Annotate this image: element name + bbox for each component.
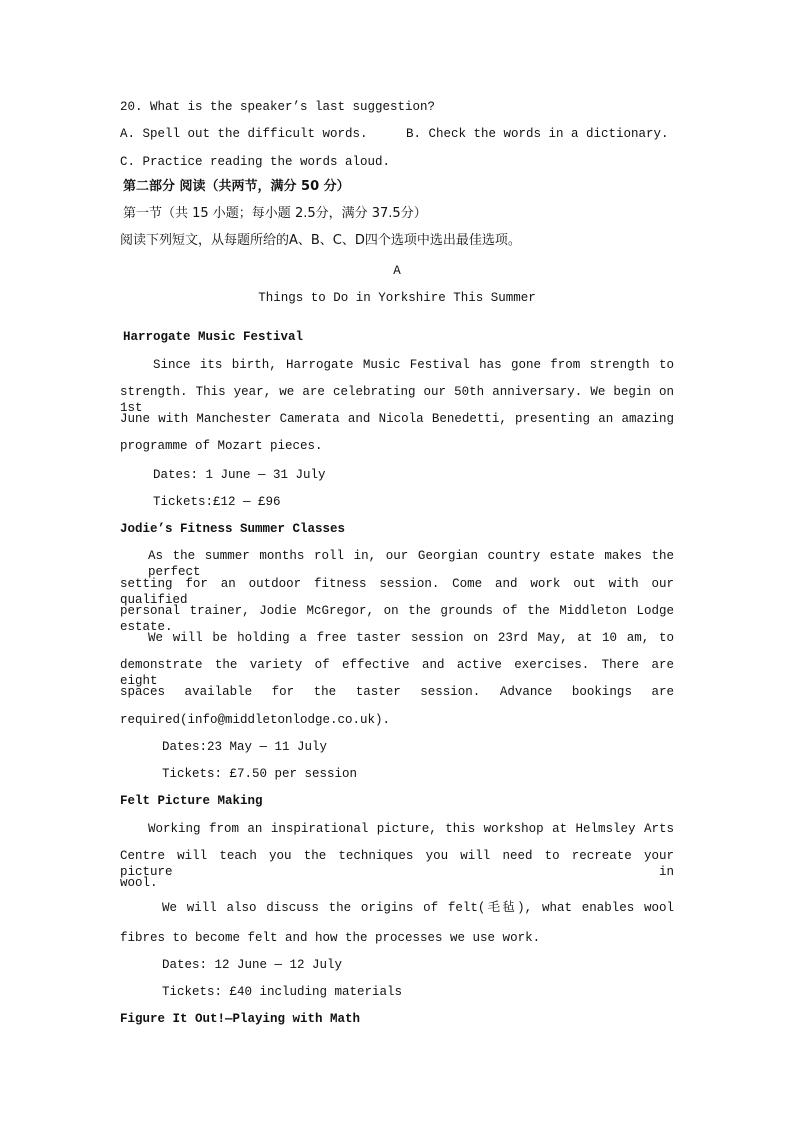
option-b: B. Check the words in a dictionary. bbox=[406, 127, 669, 141]
event-dates: Dates:23 May — 11 July bbox=[162, 740, 328, 754]
paragraph-line: required(info@middletonlodge.co.uk). bbox=[120, 713, 391, 727]
passage-label: A bbox=[393, 264, 401, 278]
paragraph-line: demonstrate the variety of effective and active exercises. There are eight bbox=[120, 658, 674, 688]
section1-heading: 第一节（共 15 小题；每小题 2.5分，满分 37.5分） bbox=[123, 206, 427, 221]
paragraph-line: strength. This year, we are celebrating our 50th anniversary. We begin on 1st bbox=[120, 385, 674, 415]
paragraph-line: We will be holding a free taster session on 23rd May, at 10 am, to bbox=[148, 631, 674, 645]
event-title: Felt Picture Making bbox=[120, 794, 263, 808]
event-tickets: Tickets: £40 including materials bbox=[162, 985, 403, 999]
question-20: 20. What is the speaker’s last suggestion? bbox=[120, 100, 436, 114]
option-a: A. Spell out the difficult words. bbox=[120, 127, 368, 141]
event-title: Harrogate Music Festival bbox=[123, 330, 304, 344]
event-title: Figure It Out!—Playing with Math bbox=[120, 1012, 361, 1026]
event-dates: Dates: 1 June — 31 July bbox=[153, 468, 326, 482]
paragraph-line: Centre will teach you the techniques you will need to recreate your picture in bbox=[120, 849, 674, 879]
paragraph-line: setting for an outdoor fitness session. Come and work out with our qualified bbox=[120, 577, 674, 607]
event-dates: Dates: 12 June — 12 July bbox=[162, 958, 343, 972]
event-title: Jodie’s Fitness Summer Classes bbox=[120, 522, 346, 536]
paragraph-line: Working from an inspirational picture, this workshop at Helmsley Arts bbox=[148, 822, 674, 836]
option-c: C. Practice reading the words aloud. bbox=[120, 155, 391, 169]
paragraph-line: June with Manchester Camerata and Nicola Benedetti, presenting an amazing bbox=[120, 412, 674, 426]
event-tickets: Tickets:£12 — £96 bbox=[153, 495, 281, 509]
reading-instruction: 阅读下列短文，从每题所给的A、B、C、D四个选项中选出最佳选项。 bbox=[120, 233, 521, 248]
event-tickets: Tickets: £7.50 per session bbox=[162, 767, 358, 781]
part2-heading: 第二部分 阅读（共两节，满分 50 分） bbox=[123, 179, 350, 194]
paragraph-line: spaces available for the taster session. Advance bookings are bbox=[120, 685, 674, 699]
paragraph-line: personal trainer, Jodie McGregor, on the grounds of the Middleton Lodge estate. bbox=[120, 604, 674, 634]
paragraph-line: wool. bbox=[120, 876, 158, 890]
passage-title: Things to Do in Yorkshire This Summer bbox=[258, 291, 536, 305]
paragraph-line: fibres to become felt and how the processes we use work. bbox=[120, 931, 541, 945]
paragraph-line: As the summer months roll in, our Georgian country estate makes the perfect bbox=[148, 549, 674, 579]
paragraph-line: We will also discuss the origins of felt(毛毡), what enables wool bbox=[162, 901, 674, 915]
paragraph-line: Since its birth, Harrogate Music Festival has gone from strength to bbox=[153, 358, 674, 372]
paragraph-line: programme of Mozart pieces. bbox=[120, 439, 323, 453]
